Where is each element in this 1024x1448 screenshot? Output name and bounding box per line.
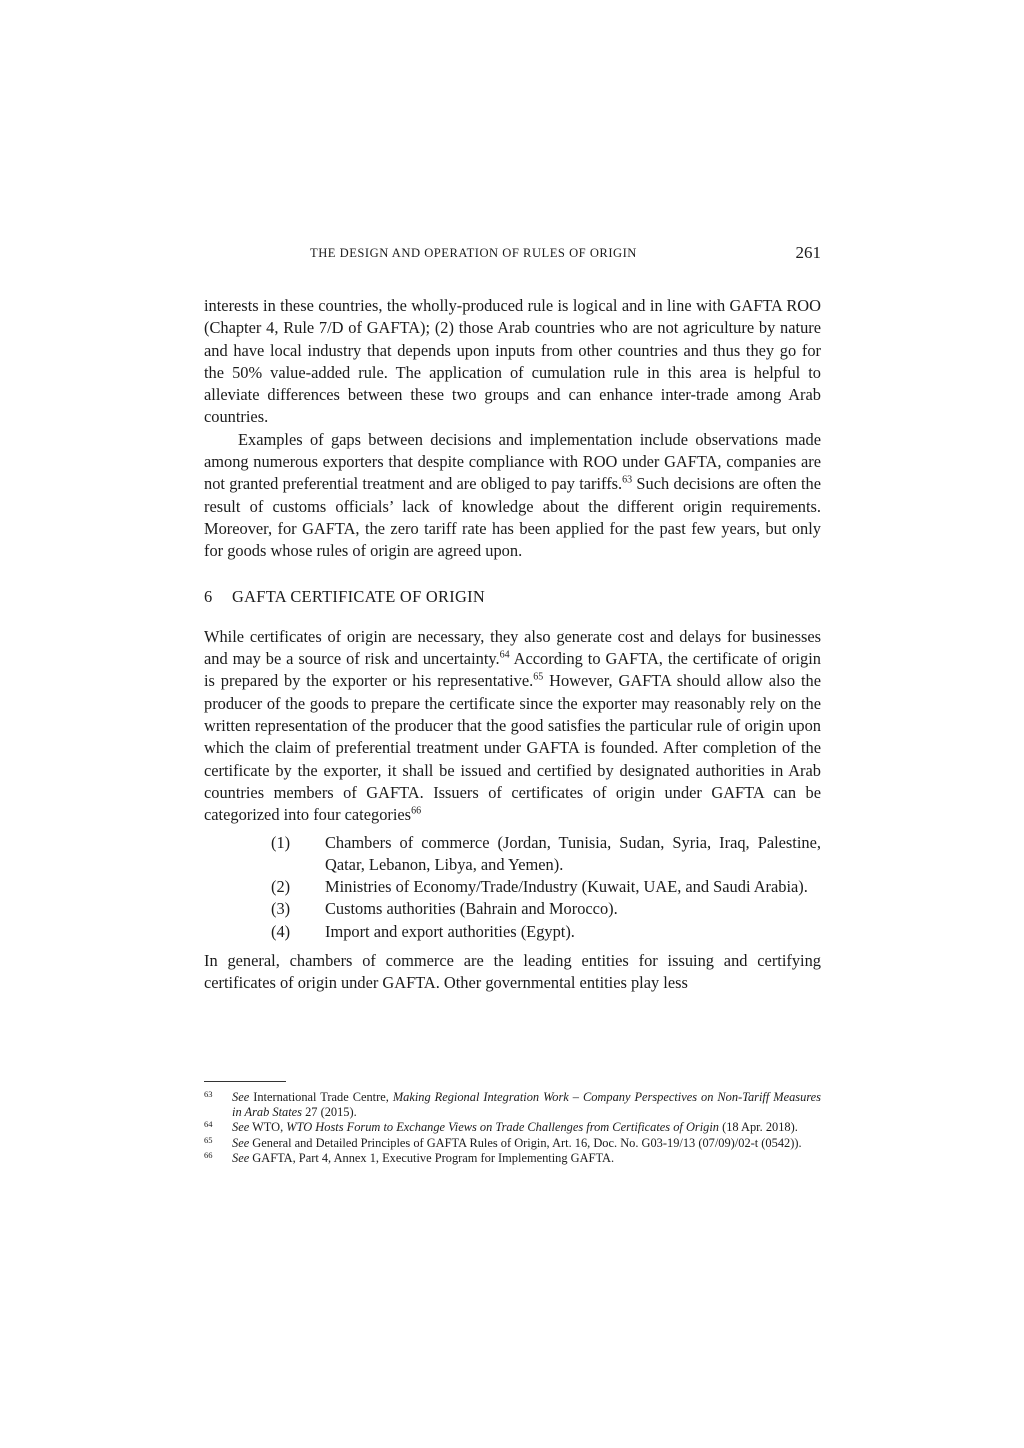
footnote-signal: See: [232, 1135, 250, 1150]
footnote-ref-63[interactable]: 63: [622, 474, 633, 486]
list-item: [204, 921, 821, 943]
footnote-title: Making Regional Integration Work – Company Perspectives on Non-Tariff Measures in Arab States: [232, 1090, 821, 1120]
list-marker: (1): [271, 832, 291, 852]
main-text: [204, 295, 821, 995]
paragraph: In general, chambers of commerce are the leading entities for issuing and certifying certificates of origin under GAFTA. Other governmental entities play less: [204, 951, 821, 993]
paragraph: [204, 429, 821, 563]
footnotes: [204, 1090, 821, 1166]
list-item: [204, 832, 821, 877]
footnote-signal: See: [232, 1150, 250, 1165]
section-title: GAFTA CERTIFICATE OF ORIGIN: [232, 586, 486, 606]
footnote-66: [204, 1151, 821, 1166]
footnote-ref-66[interactable]: 66: [411, 805, 422, 817]
footnote-signal: See: [232, 1120, 250, 1135]
list-marker: (3): [271, 899, 291, 919]
footnote-number: 63: [204, 1089, 213, 1099]
paragraph: [204, 626, 821, 827]
footnote-number: 64: [204, 1119, 213, 1130]
paragraph-text: Such decisions are often the result of customs officials’ lack of knowledge about the different origin requirements. Moreover, for GAFTA, the zero tariff rate has been applied for the past few years, but only for goods whose rules of origin are agreed upon.: [204, 474, 822, 561]
footnote-64: [204, 1120, 821, 1135]
footnote-65: [204, 1136, 821, 1151]
list-item: [204, 898, 821, 920]
paragraph: interests in these countries, the wholly-produced rule is logical and in line with GAFTA ROO (Chapter 4, Rule 7/D of GAFTA); (2) those Arab countries who are not agriculture by nature and have local industry that depends upon inputs from other countries and thus they go for the 50% value-added rule. The application of cumulation rule in this area is helpful to alleviate differences between these two groups and can enhance inter-trade among Arab countries.: [204, 296, 821, 427]
footnote-text: GAFTA, Part 4, Annex 1, Executive Program for Implementing GAFTA.: [249, 1150, 615, 1165]
running-header: [310, 243, 821, 262]
footnote-divider: [204, 1081, 286, 1082]
list-item: [204, 876, 821, 898]
footnote-number: 66: [204, 1149, 213, 1160]
paragraph-text: While certificates of origin are necessary, they also generate cost and delays for businesses and may be a source of risk and uncertainty.: [204, 626, 821, 669]
page-number: 261: [795, 243, 821, 262]
section-heading: [204, 586, 821, 608]
footnote-ref-64[interactable]: 64: [499, 649, 510, 661]
footnote-text: (18 Apr. 2018).: [719, 1120, 798, 1135]
footnote-text: International Trade Centre,: [249, 1090, 393, 1104]
issuer-category-list: [204, 832, 821, 943]
list-marker: (4): [271, 921, 291, 941]
footnote-63: [204, 1090, 821, 1120]
footnote-signal: See: [232, 1090, 250, 1104]
paragraph-text: According to GAFTA, the certificate of origin is prepared by the exporter or his representative.: [204, 649, 822, 691]
footnote-text: WTO,: [249, 1120, 287, 1135]
paragraph-text: Examples of gaps between decisions and implementation include observations made among numerous exporters that despite compliance with ROO under GAFTA, companies are not granted preferential treatment and are obliged to pay tariffs.: [204, 429, 821, 494]
footnote-text: 27 (2015).: [302, 1105, 357, 1120]
list-item-text: Chambers of commerce (Jordan, Tunisia, Sudan, Syria, Iraq, Palestine, Qatar, Lebanon, Libya, and Yemen).: [325, 832, 821, 874]
section-number: 6: [204, 586, 213, 606]
list-item-text: Import and export authorities (Egypt).: [325, 921, 575, 941]
footnote-ref-65[interactable]: 65: [533, 671, 544, 683]
paragraph-text: However, GAFTA should allow also the producer of the goods to prepare the certificate since the exporter may reasonably rely on the written representation of the producer that the good satisfies the particular rule of origin upon which the claim of preferential treatment under GAFTA is founded. After completion of the certificate by the exporter, it shall be issued and certified by designated authorities in Arab countries members of GAFTA. Issuers of certificates of origin under GAFTA can be categorized into four categories: [204, 671, 821, 825]
footnote-text: General and Detailed Principles of GAFTA Rules of Origin, Art. 16, Doc. No. G03-19/13 (07/09)/02-t (0542)).: [249, 1135, 802, 1150]
footnote-number: 65: [204, 1134, 213, 1145]
list-marker: (2): [271, 877, 291, 897]
running-title: THE DESIGN AND OPERATION OF RULES OF ORIGIN: [310, 246, 637, 260]
list-item-text: Customs authorities (Bahrain and Morocco).: [325, 899, 618, 919]
document-page: [204, 0, 821, 1448]
footnote-title: WTO Hosts Forum to Exchange Views on Trade Challenges from Certificates of Origin: [286, 1120, 720, 1135]
list-item-text: Ministries of Economy/Trade/Industry (Kuwait, UAE, and Saudi Arabia).: [325, 877, 808, 897]
